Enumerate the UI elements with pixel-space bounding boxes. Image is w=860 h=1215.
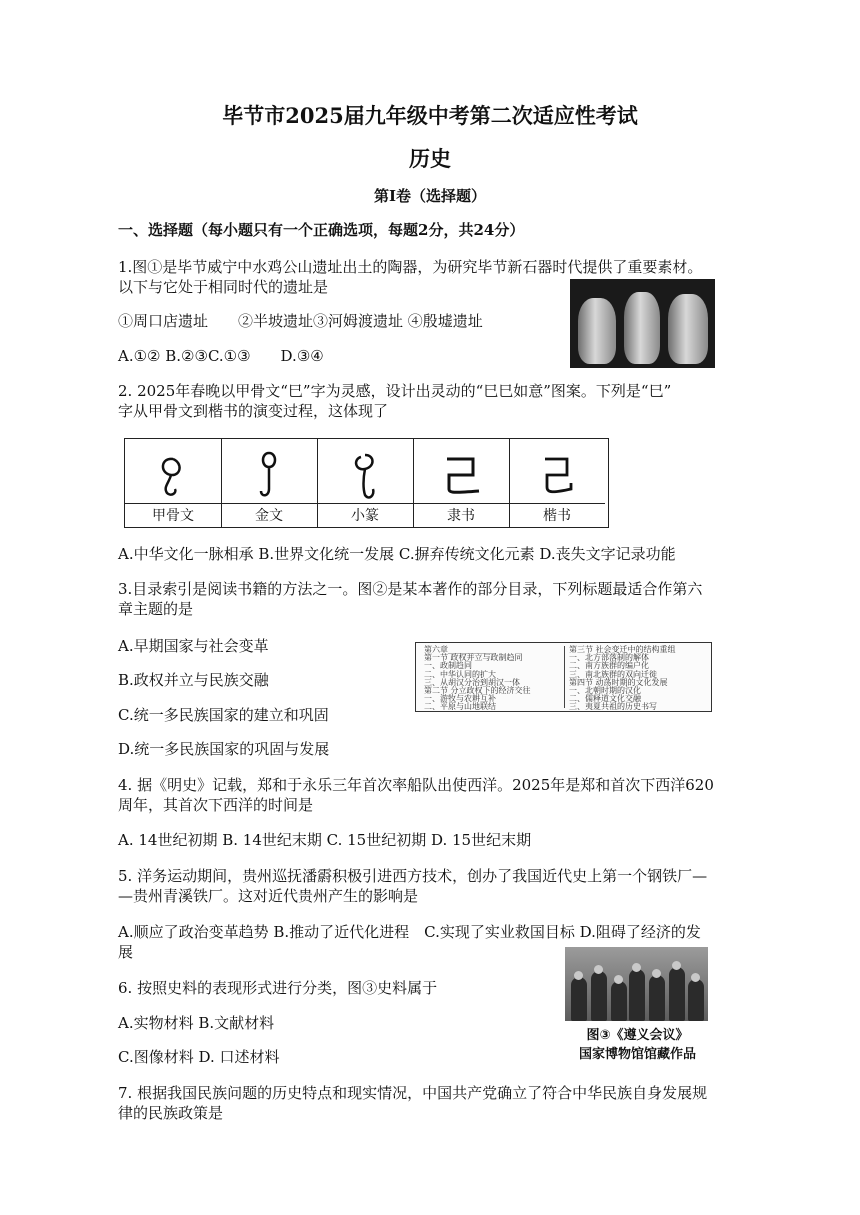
q1-stem-line2: 以下与它处于相同时代的遗址是: [118, 278, 329, 296]
evo-label-oracle: 甲骨文: [125, 503, 221, 528]
evo-label-regular: 楷书: [509, 503, 605, 528]
toc-entry: 一、政制趋同: [424, 661, 472, 671]
q1-options: A.①② B.②③C.①③ D.③④: [118, 347, 324, 365]
q4-stem-line2: 周年，其首次下西洋的时间是: [118, 796, 314, 814]
q3-option-a: A.早期国家与社会变革: [118, 637, 269, 655]
toc-entry: 一、北方部落制的解体: [569, 653, 649, 663]
q6-options-line1: A.实物材料 B.文献材料: [118, 1014, 275, 1032]
q3-stem-line2: 章主题的是: [118, 600, 194, 618]
pottery-photo: [570, 279, 715, 368]
q2-stem-line1: 2. 2025年春晚以甲骨文“巳”字为灵感，设计出灵动的“巳巳如意”图案。下列是“巳”: [118, 382, 672, 400]
bronze-script-glyph: [221, 445, 317, 503]
q3-stem-line1: 3.目录索引是阅读书籍的方法之一。图②是某本著作的部分目录，下列标题最适合作第六: [118, 580, 703, 598]
q7-stem-line1: 7. 根据我国民族问题的历史特点和现实情况，中国共产党确立了符合中华民族自身发展规: [118, 1084, 708, 1102]
q2-options: A.中华文化一脉相承 B.世界文化统一发展 C.摒弃传统文化元素 D.丧失文字记录功能: [118, 545, 676, 563]
toc-entry: 二、儒释道文化交融: [569, 694, 641, 704]
toc-left-column: [424, 646, 564, 712]
toc-entry: 第二节 分立政权下的经济交往: [424, 686, 531, 696]
evo-label-bronze: 金文: [221, 503, 317, 528]
q3-option-c: C.统一多民族国家的建立和巩固: [118, 706, 329, 724]
evo-label-clerical: 隶书: [413, 503, 509, 528]
toc-entry: 第四节 动荡时期的文化发展: [569, 677, 668, 687]
q5-options-line2: 展: [118, 943, 134, 961]
evo-cell-regular: [509, 439, 606, 527]
oracle-bone-glyph: [125, 445, 221, 503]
evo-cell-seal: [317, 439, 414, 527]
toc-entry: 二、平原与山地联结: [424, 702, 496, 712]
q4-stem-line1: 4. 据《明史》记载，郑和于永乐三年首次率船队出使西洋。2025年是郑和首次下西洋620: [118, 776, 714, 794]
toc-entry: 一、北朝时期的汉化: [569, 686, 641, 696]
toc-entry: 二、南方族群的编户化: [569, 661, 649, 671]
toc-divider: [564, 646, 565, 708]
q6-options-line2: C.图像材料 D. 口述材料: [118, 1048, 280, 1066]
toc-entry: 第三节 社会变迁中的结构重组: [569, 645, 676, 654]
part-title: 第Ⅰ卷（选择题）: [373, 187, 487, 205]
subject-title: 历史: [409, 146, 451, 171]
q4-options: A. 14世纪初期 B. 14世纪末期 C. 15世纪初期 D. 15世纪末期: [118, 831, 532, 849]
q5-stem-line2: —贵州青溪铁厂。这对近代贵州产生的影响是: [118, 887, 419, 905]
q3-option-d: D.统一多民族国家的巩固与发展: [118, 740, 330, 758]
q5-options-line1: A.顺应了政治变革趋势 B.推动了近代化进程 C.实现了实业救国目标 D.阻碍了经济的发: [118, 923, 701, 941]
character-evolution-table: [124, 438, 609, 528]
evo-label-seal: 小篆: [317, 503, 413, 528]
evo-cell-bronze: [221, 439, 318, 527]
zunyi-meeting-photo: [565, 947, 708, 1021]
q3-option-b: B.政权并立与民族交融: [118, 671, 269, 689]
table-of-contents-image: [415, 642, 712, 712]
clerical-script-glyph: [413, 445, 509, 503]
q7-stem-line2: 律的民族政策是: [118, 1104, 224, 1122]
regular-script-glyph: [509, 445, 605, 503]
toc-entry: 二、中华认同的扩大: [424, 669, 496, 679]
exam-title: 毕节市2025届九年级中考第二次适应性考试: [222, 103, 638, 128]
small-seal-glyph: [317, 445, 413, 503]
toc-entry: 第六章____________: [424, 645, 496, 654]
evo-cell-oracle: [125, 439, 222, 527]
toc-entry: 第一节 政权并立与政制趋同: [424, 653, 523, 663]
q1-stem-line1: 1.图①是毕节威宁中水鸡公山遗址出土的陶器，为研究毕节新石器时代提供了重要素材。: [118, 258, 703, 276]
q6-stem: 6. 按照史料的表现形式进行分类，图③史料属于: [118, 979, 438, 997]
toc-entry: 一、游牧与农耕互补: [424, 694, 496, 704]
toc-entry: 三、夷夏共祖的历史书写: [569, 702, 657, 712]
toc-right-column: [569, 646, 709, 712]
q2-stem-line2: 字从甲骨文到楷书的演变过程，这体现了: [118, 402, 389, 420]
evo-cell-clerical: [413, 439, 510, 527]
photo-caption-line1: 图③《遵义会议》: [586, 1028, 689, 1043]
toc-entry: 三、南北族群的双向迁徙: [569, 669, 657, 679]
q5-stem-line1: 5. 洋务运动期间，贵州巡抚潘霨积极引进西方技术，创办了我国近代史上第一个钢铁厂—: [118, 867, 708, 885]
section-heading: 一、选择题（每小题只有一个正确选项，每题2分，共24分）: [118, 221, 525, 239]
q1-items: ①周口店遗址 ②半坡遗址③河姆渡遗址 ④殷墟遗址: [118, 312, 483, 330]
toc-entry: 三、从胡汉分治到胡汉一体: [424, 677, 520, 687]
photo-caption-line2: 国家博物馆馆藏作品: [578, 1047, 696, 1062]
